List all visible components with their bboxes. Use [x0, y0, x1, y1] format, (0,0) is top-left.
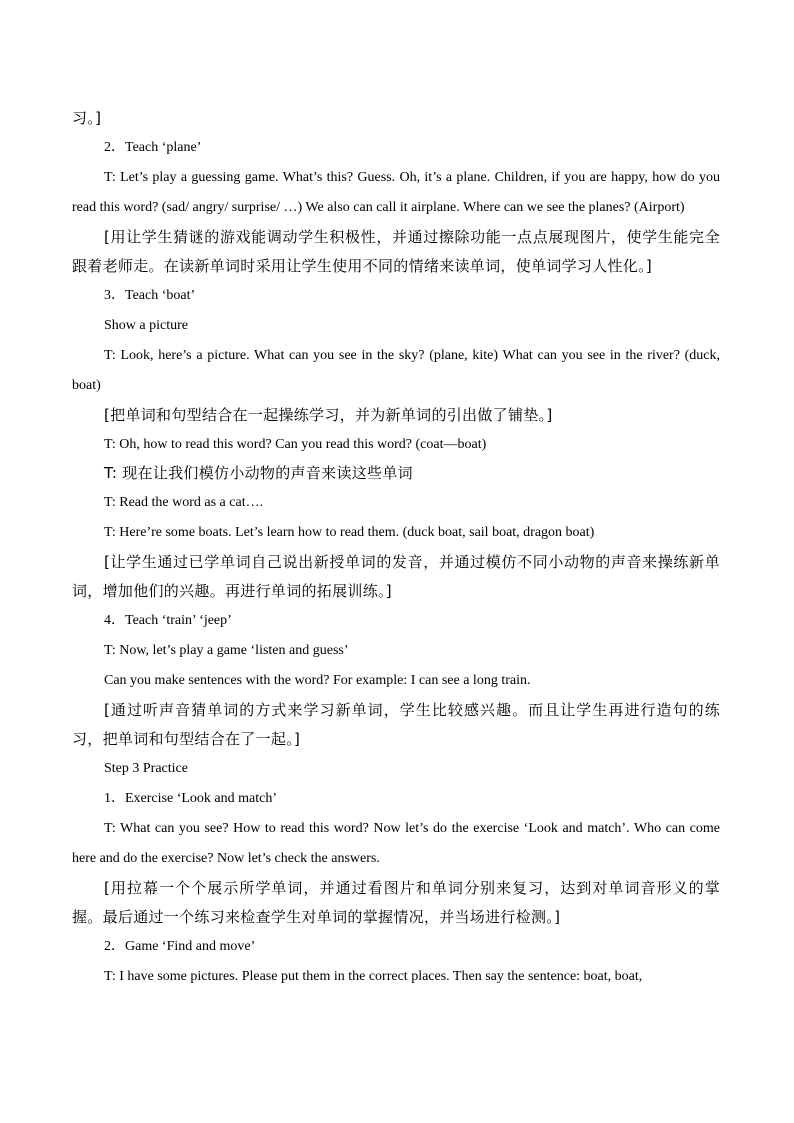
note-boat-pronunciation: [让学生通过已学单词自己说出新授单词的发音，并通过模仿不同小动物的声音来操练新单词，增加他们的兴趣。再进行单词的拓展训练。]: [72, 553, 720, 600]
heading-teach-train-jeep: 4．Teach ‘train’ ‘jeep’: [104, 613, 232, 628]
paragraph-animal-voices: T: 现在让我们模仿小动物的声音来读这些单词: [104, 464, 413, 482]
paragraph-game-dialogue: T: I have some pictures. Please put them in the correct places. Then say the sentence: boat, boat,: [104, 969, 643, 984]
document-body: [72, 104, 720, 992]
paragraph-read-as-cat: T: Read the word as a cat….: [104, 495, 264, 510]
note-exercise: [用拉幕一个个展示所学单词，并通过看图片和单词分别来复习，达到对单词音形义的掌握。最后通过一个练习来检查学生对单词的掌握情况，并当场进行检测。]: [72, 879, 720, 926]
heading-teach-boat: 3．Teach ‘boat’: [104, 288, 196, 303]
paragraph-listen-guess: T: Now, let’s play a game ‘listen and guess’: [104, 643, 349, 658]
note-plane: [用让学生猜谜的游戏能调动学生积极性，并通过擦除功能一点点展现图片，使学生能完全跟着老师走。在读新单词时采用让学生使用不同的情绪来读单词，使单词学习人性化。]: [72, 228, 720, 275]
paragraph-coat-boat: T: Oh, how to read this word? Can you read this word? (coat—boat): [104, 437, 487, 452]
heading-step3-practice: Step 3 Practice: [104, 761, 188, 776]
paragraph-plane-dialogue: T: Let’s play a guessing game. What’s this? Guess. Oh, it’s a plane. Children, if you are happy, how do you read this word? (sad/ angry/ surprise/ …) We also can call it airplane. Where can we see the planes? (Airport): [72, 170, 720, 215]
paragraph-boat-dialogue: T: Look, here’s a picture. What can you see in the sky? (plane, kite) What can you see in the river? (duck, boat): [72, 348, 720, 393]
heading-game-find-move: 2．Game ‘Find and move’: [104, 939, 256, 954]
heading-teach-plane: 2．Teach ‘plane’: [104, 140, 202, 155]
note-boat-sentence: [把单词和句型结合在一起操练学习，并为新单词的引出做了铺垫。]: [104, 406, 553, 424]
note-train-jeep: [通过听声音猜单词的方式来学习新单词，学生比较感兴趣。而且让学生再进行造句的练习，把单词和句型结合在了一起。]: [72, 701, 720, 748]
paragraph-exercise-dialogue: T: What can you see? How to read this word? Now let’s do the exercise ‘Look and match’. Who can come here and do the exercise? Now let’s check the answers.: [72, 821, 720, 866]
paragraph-continuation: 习。]: [72, 109, 102, 127]
paragraph-show-picture: Show a picture: [104, 318, 188, 333]
paragraph-some-boats: T: Here’re some boats. Let’s learn how to read them. (duck boat, sail boat, dragon boat): [104, 525, 595, 540]
paragraph-make-sentences: Can you make sentences with the word? For example: I can see a long train.: [104, 673, 531, 688]
heading-exercise-look-match: 1．Exercise ‘Look and match’: [104, 791, 277, 806]
